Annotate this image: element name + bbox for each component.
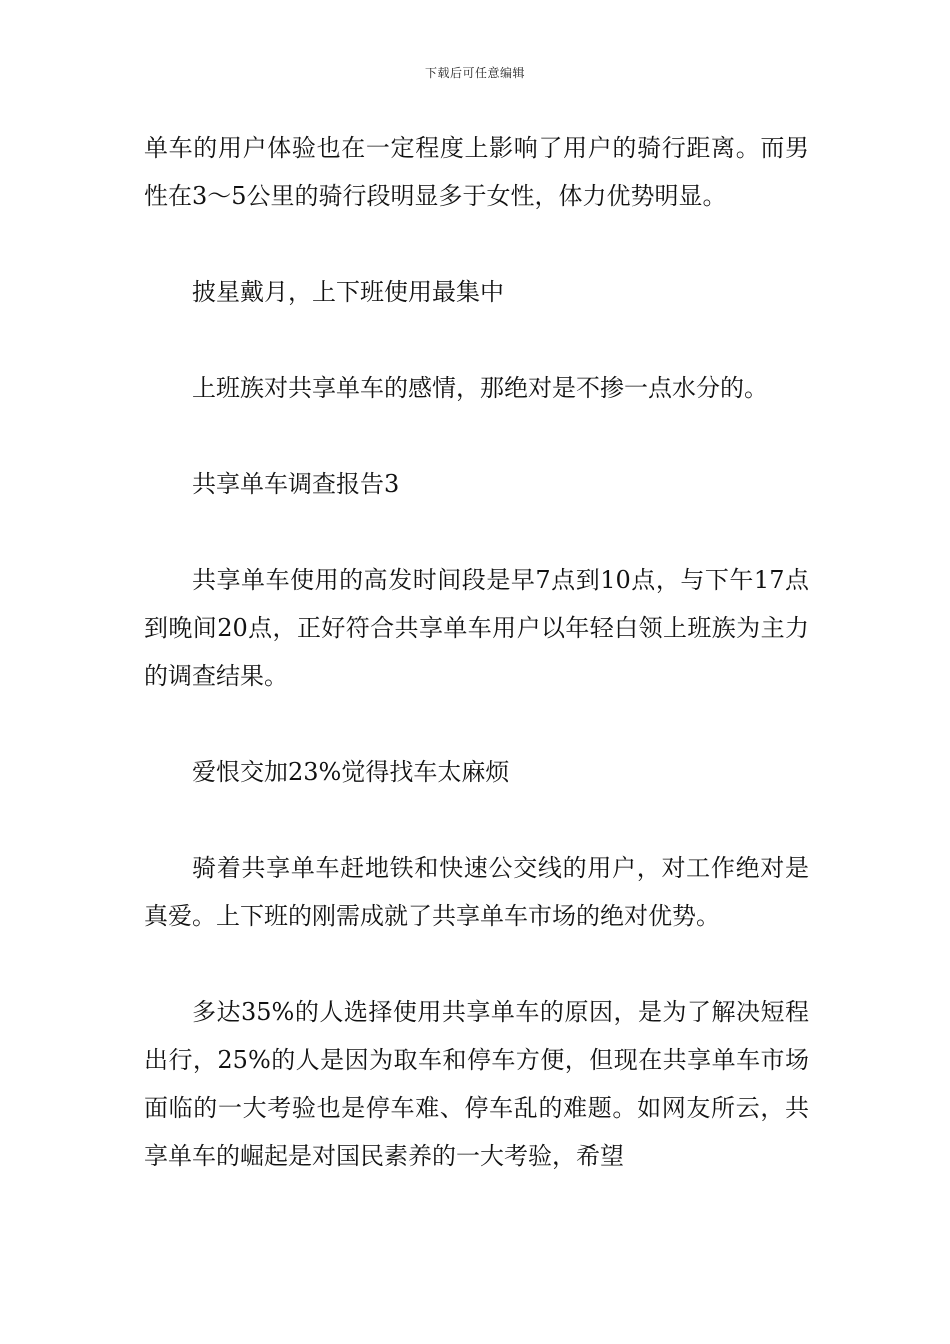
subheading-report-3: 共享单车调查报告3 <box>192 470 400 498</box>
paragraph-3: 共享单车使用的高发时间段是早7点到10点，与下午17点到晚间20点，正好符合共享单车用户以年轻白领上班族为主力的调查结果。 <box>144 566 809 690</box>
paragraph-4: 骑着共享单车赶地铁和快速公交线的用户，对工作绝对是真爱。上下班的刚需成就了共享单车市场的绝对优势。 <box>144 854 809 930</box>
page-header: 下载后可任意编辑 <box>424 66 525 80</box>
document-body <box>144 124 809 1228</box>
paragraph-5: 多达35%的人选择使用共享单车的原因，是为了解决短程出行，25%的人是因为取车和停车方便，但现在共享单车市场面临的一大考验也是停车难、停车乱的难题。如网友所云，共享单车的崛起是对国民素养的一大考验，希望 <box>144 998 809 1170</box>
subheading-commute: 披星戴月，上下班使用最集中 <box>192 278 504 306</box>
subheading-love-hate: 爱恨交加23%觉得找车太麻烦 <box>192 758 510 786</box>
paragraph-1: 单车的用户体验也在一定程度上影响了用户的骑行距离。而男性在3～5公里的骑行段明显多于女性，体力优势明显。 <box>144 134 809 210</box>
paragraph-2: 上班族对共享单车的感情，那绝对是不掺一点水分的。 <box>192 374 768 402</box>
